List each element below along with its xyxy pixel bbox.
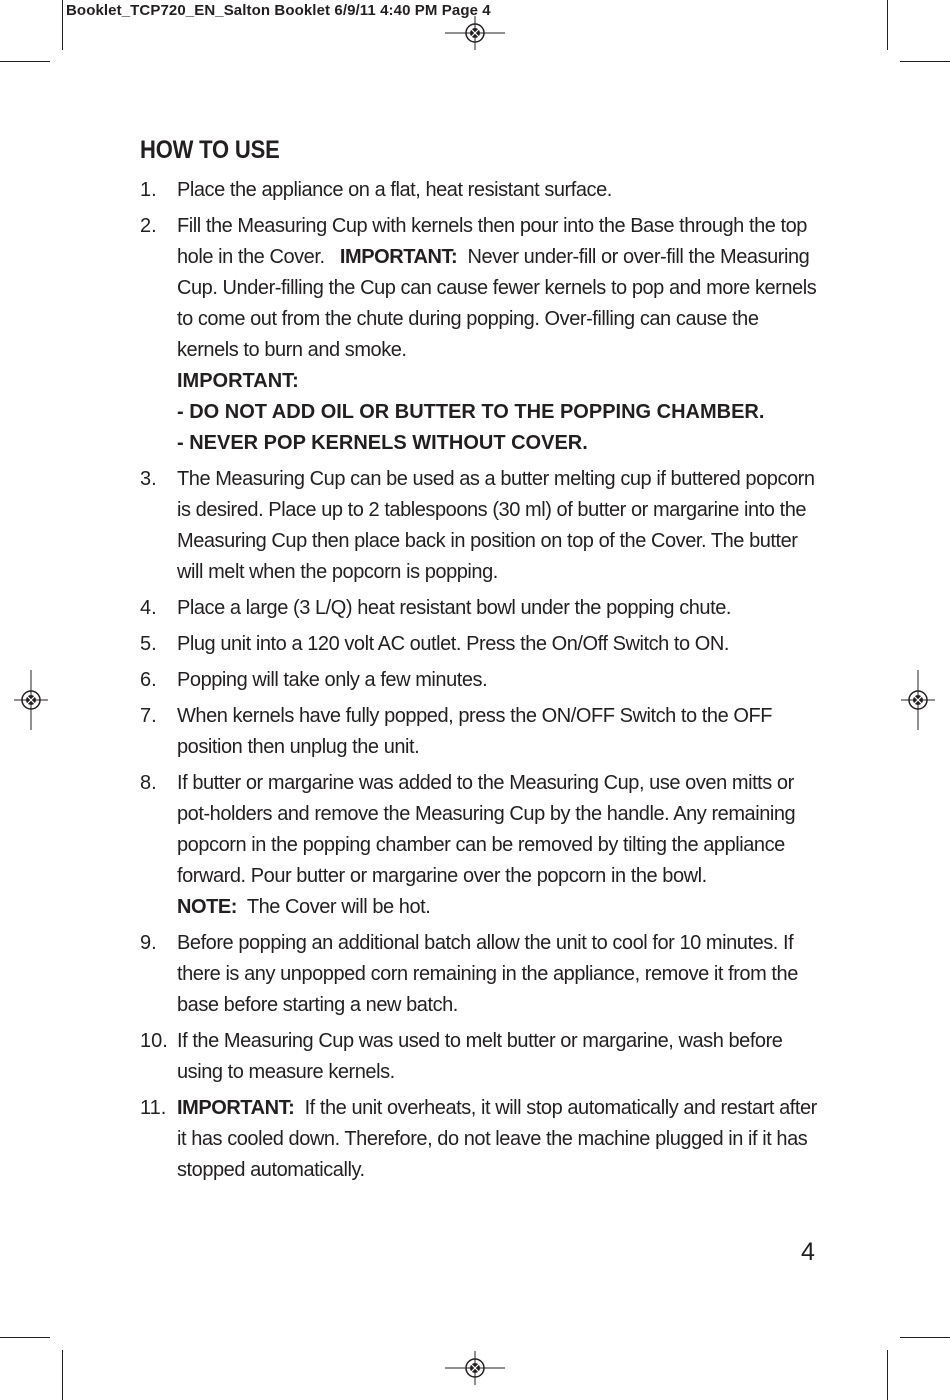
item-text: Plug unit into a 120 volt AC outlet. Press the On/Off Switch to ON. [177, 633, 729, 655]
registration-mark-icon [901, 670, 935, 730]
item-text: The Measuring Cup can be used as a butter melting cup if buttered popcorn is desired. Place up to 2 tablespoons (30 ml) of butter or margarine into the Measuring Cup then place back in position on top of the Cover. The butter will melt when the popcorn is popping. [177, 468, 815, 583]
warning-line: - NEVER POP KERNELS WITHOUT COVER. [177, 432, 588, 454]
item-number: 8. [140, 772, 157, 794]
item-number: 4. [140, 597, 157, 619]
item-text: IMPORTANT: If the unit overheats, it will stop automatically and restart after it has cooled down. Therefore, do not leave the machine plugged in if it has stopped automatically. [177, 1097, 817, 1181]
list-item [140, 464, 820, 588]
crop-mark [887, 1350, 888, 1400]
item-text: If butter or margarine was added to the Measuring Cup, use oven mitts or pot-holders and remove the Measuring Cup by the handle. Any remaining popcorn in the popping chamber can be removed by tilting the appliance forward. Pour butter or margarine over the popcorn in the bowl. NOTE: The Cover will be hot. [177, 772, 796, 918]
note-label: NOTE: [177, 896, 237, 918]
list-item [140, 211, 820, 459]
item-text: When kernels have fully popped, press the ON/OFF Switch to the OFF position then unplug the unit. [177, 705, 773, 758]
crop-mark [0, 1337, 50, 1338]
crop-mark [900, 61, 950, 62]
instructions-section [140, 136, 820, 1191]
item-number: 11. [140, 1097, 167, 1119]
item-text: Place the appliance on a flat, heat resistant surface. [177, 179, 612, 201]
important-label: IMPORTANT: [339, 246, 458, 268]
list-item [140, 629, 820, 660]
page-number: 4 [801, 1238, 815, 1266]
list-item [140, 1026, 820, 1088]
list-item [140, 1093, 820, 1186]
list-item [140, 665, 820, 696]
item-text: If the Measuring Cup was used to melt butter or margarine, wash before using to measure kernels. [177, 1030, 783, 1083]
important-label: IMPORTANT: [177, 1097, 295, 1119]
crop-mark [62, 0, 63, 50]
registration-mark-icon [445, 16, 505, 50]
section-heading: HOW TO USE [140, 136, 280, 164]
list-item [140, 175, 820, 206]
crop-mark [887, 0, 888, 50]
warning-label: IMPORTANT: [177, 370, 299, 392]
item-number: 2. [140, 215, 157, 237]
list-item [140, 701, 820, 763]
item-number: 6. [140, 669, 157, 691]
item-number: 10. [140, 1030, 168, 1052]
registration-mark-icon [445, 1351, 505, 1385]
item-text: Before popping an additional batch allow the unit to cool for 10 minutes. If there is any unpopped corn remaining in the appliance, remove it from the base before starting a new batch. [177, 932, 798, 1016]
item-number: 3. [140, 468, 157, 490]
crop-mark [900, 1337, 950, 1338]
printer-slug: Booklet_TCP720_EN_Salton Booklet 6/9/11 4:40 PM Page 4 [66, 2, 491, 19]
item-number: 7. [140, 705, 157, 727]
registration-mark-icon [14, 670, 48, 730]
item-text: Place a large (3 L/Q) heat resistant bowl under the popping chute. [177, 597, 731, 619]
item-number: 1. [140, 179, 157, 201]
item-text: Popping will take only a few minutes. [177, 669, 488, 691]
crop-mark [0, 61, 50, 62]
list-item [140, 928, 820, 1021]
list-item [140, 593, 820, 624]
list-item [140, 768, 820, 923]
item-number: 5. [140, 633, 157, 655]
item-text: Fill the Measuring Cup with kernels then pour into the Base through the top hole in the Cover. IMPORTANT: Never under-fill or over-fill the Measuring Cup. Under-filling the Cup can cause fewer kernels to pop and more kernels to come out from the chute during popping. Over-filling can cause the kernels to burn and smoke. IMPORTANT: - DO NOT ADD OIL OR BUTTER TO THE POPPING CHAMBER. - NEVER POP KERNELS WITHOUT COVER. [177, 215, 817, 454]
item-number: 9. [140, 932, 157, 954]
warning-line: - DO NOT ADD OIL OR BUTTER TO THE POPPING CHAMBER. [177, 401, 765, 423]
crop-mark [62, 1350, 63, 1400]
